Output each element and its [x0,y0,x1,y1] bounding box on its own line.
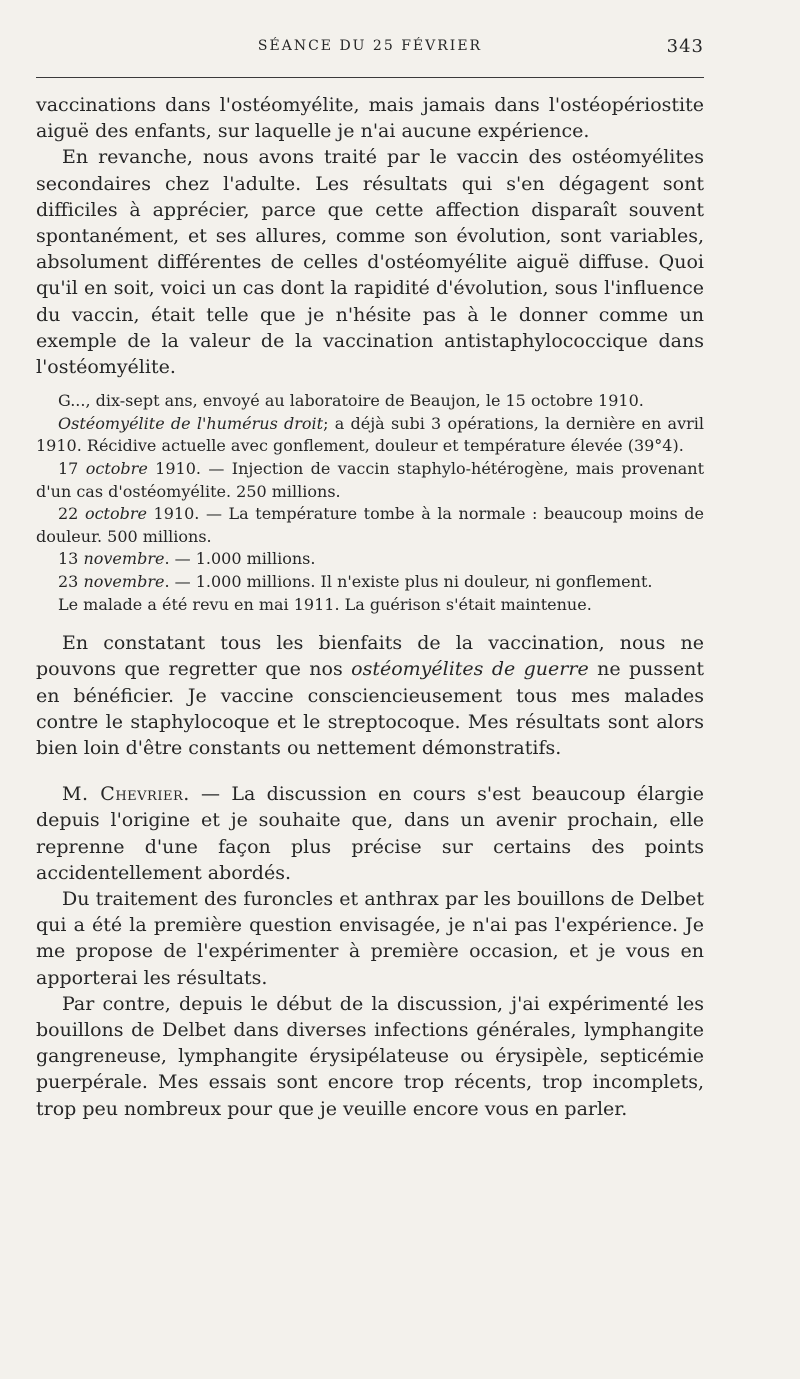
date-day: 23 [58,571,84,591]
header-title: SÉANCE DU 25 FÉVRIER [257,38,483,54]
paragraph-revanche: En revanche, nous avons traité par le vaccin des ostéomyélites secondaires chez l'adulte. Les résultats qui s'en dégagent sont difficiles à apprécier, parce que cette affection disparaît souvent spontanément, et ses allures, comme son évolution, sont variables, absolument différentes de celles d'ostéomyélite aiguë diffuse. Quoi qu'il en soit, voici un cas dont la rapidité d'évolution, sous l'influence du vaccin, était telle que je n'hésite pas à le donner comme un exemple de la valeur de la vaccination antistaphylococcique dans l'ostéomyélite. [36,146,704,379]
entry-text: 1910. — Injection de vaccin staphylo-hétérogène, mais provenant d'un cas d'ostéomyélite. 250 millions. [36,459,704,501]
date-day: 17 [58,459,86,479]
case-line-oct17 [36,458,704,503]
conclusion-text: En constatant tous les bienfaits de la vaccination, nous ne pouvons que regretter que nos [36,632,704,681]
paragraph-chevrier-infections: Par contre, depuis le début de la discussion, j'ai expérimenté les bouillons de Delbet dans diverses infections générales, lymphangite gangreneuse, lymphangite érysipélateuse ou érysipèle, septicémie puerpérale. Mes essais sont encore trop récents, trop incomplets, trop peu nombreux pour que je veuille encore vous en parler. [36,992,704,1120]
page-number: 343 [666,36,704,57]
diagnosis-italic: Ostéomyélite de l'humérus droit [58,413,324,433]
case-line-diagnosis [36,413,704,458]
case-line-patient: G..., dix-sept ans, envoyé au laboratoire de Beaujon, le 15 octobre 1910. [58,391,644,411]
date-month: novembre [83,571,165,591]
header-rule [36,77,704,78]
date-day: 13 [58,549,84,569]
entry-text: 1910. — La température tombe à la normale : beaucoup moins de douleur. 500 millions. [36,504,705,546]
running-header [36,38,704,60]
chevrier-text: — La discussion en cours s'est beaucoup élargie depuis l'origine et je souhaite que, dans un avenir prochain, elle reprenne d'une façon plus précise sur certains des points accidentellement abordés. [36,783,704,884]
diagnosis-rest: ; a déjà subi 3 opérations, la dernière en avril 1910. Récidive actuelle avec gonflement, douleur et température élevée (39°4). [36,413,704,456]
case-report [36,390,704,616]
date-month: novembre [83,549,165,569]
conclusion-italic: ostéomyélites de guerre [351,658,589,681]
date-month: octobre [84,504,147,524]
case-line-nov13 [36,548,704,571]
conclusion-text-end: ne pussent en bénéficier. Je vaccine consciencieusement tous mes malades contre le staphylocoque et le streptocoque. Mes résultats sont alors bien loin d'être constants ou nettement démonstratifs. [36,658,705,759]
paragraph-continued: vaccinations dans l'ostéomyélite, mais jamais dans l'ostéopériostite aiguë des enfants, sur laquelle je n'ai aucune expérience. [36,94,704,143]
case-line-oct22 [36,503,704,548]
date-day: 22 [58,504,85,524]
page-body [36,92,704,1122]
paragraph-conclusion [36,630,704,761]
speaker-name: M. Chevrier. [62,783,190,806]
case-line-followup: Le malade a été revu en mai 1911. La guérison s'était maintenue. [58,594,592,614]
paragraph-chevrier-intro [36,781,704,886]
date-month: octobre [85,459,148,479]
case-line-nov23 [36,571,704,594]
entry-text: . — 1.000 millions. [164,549,316,569]
entry-text: . — 1.000 millions. Il n'existe plus ni douleur, ni gonflement. [164,571,653,591]
paragraph-chevrier-furoncles: Du traitement des furoncles et anthrax par les bouillons de Delbet qui a été la première question envisagée, je n'ai pas l'expérience. Je me propose de l'expérimenter à première occasion, et je vous en apporterai les résultats. [36,888,704,989]
